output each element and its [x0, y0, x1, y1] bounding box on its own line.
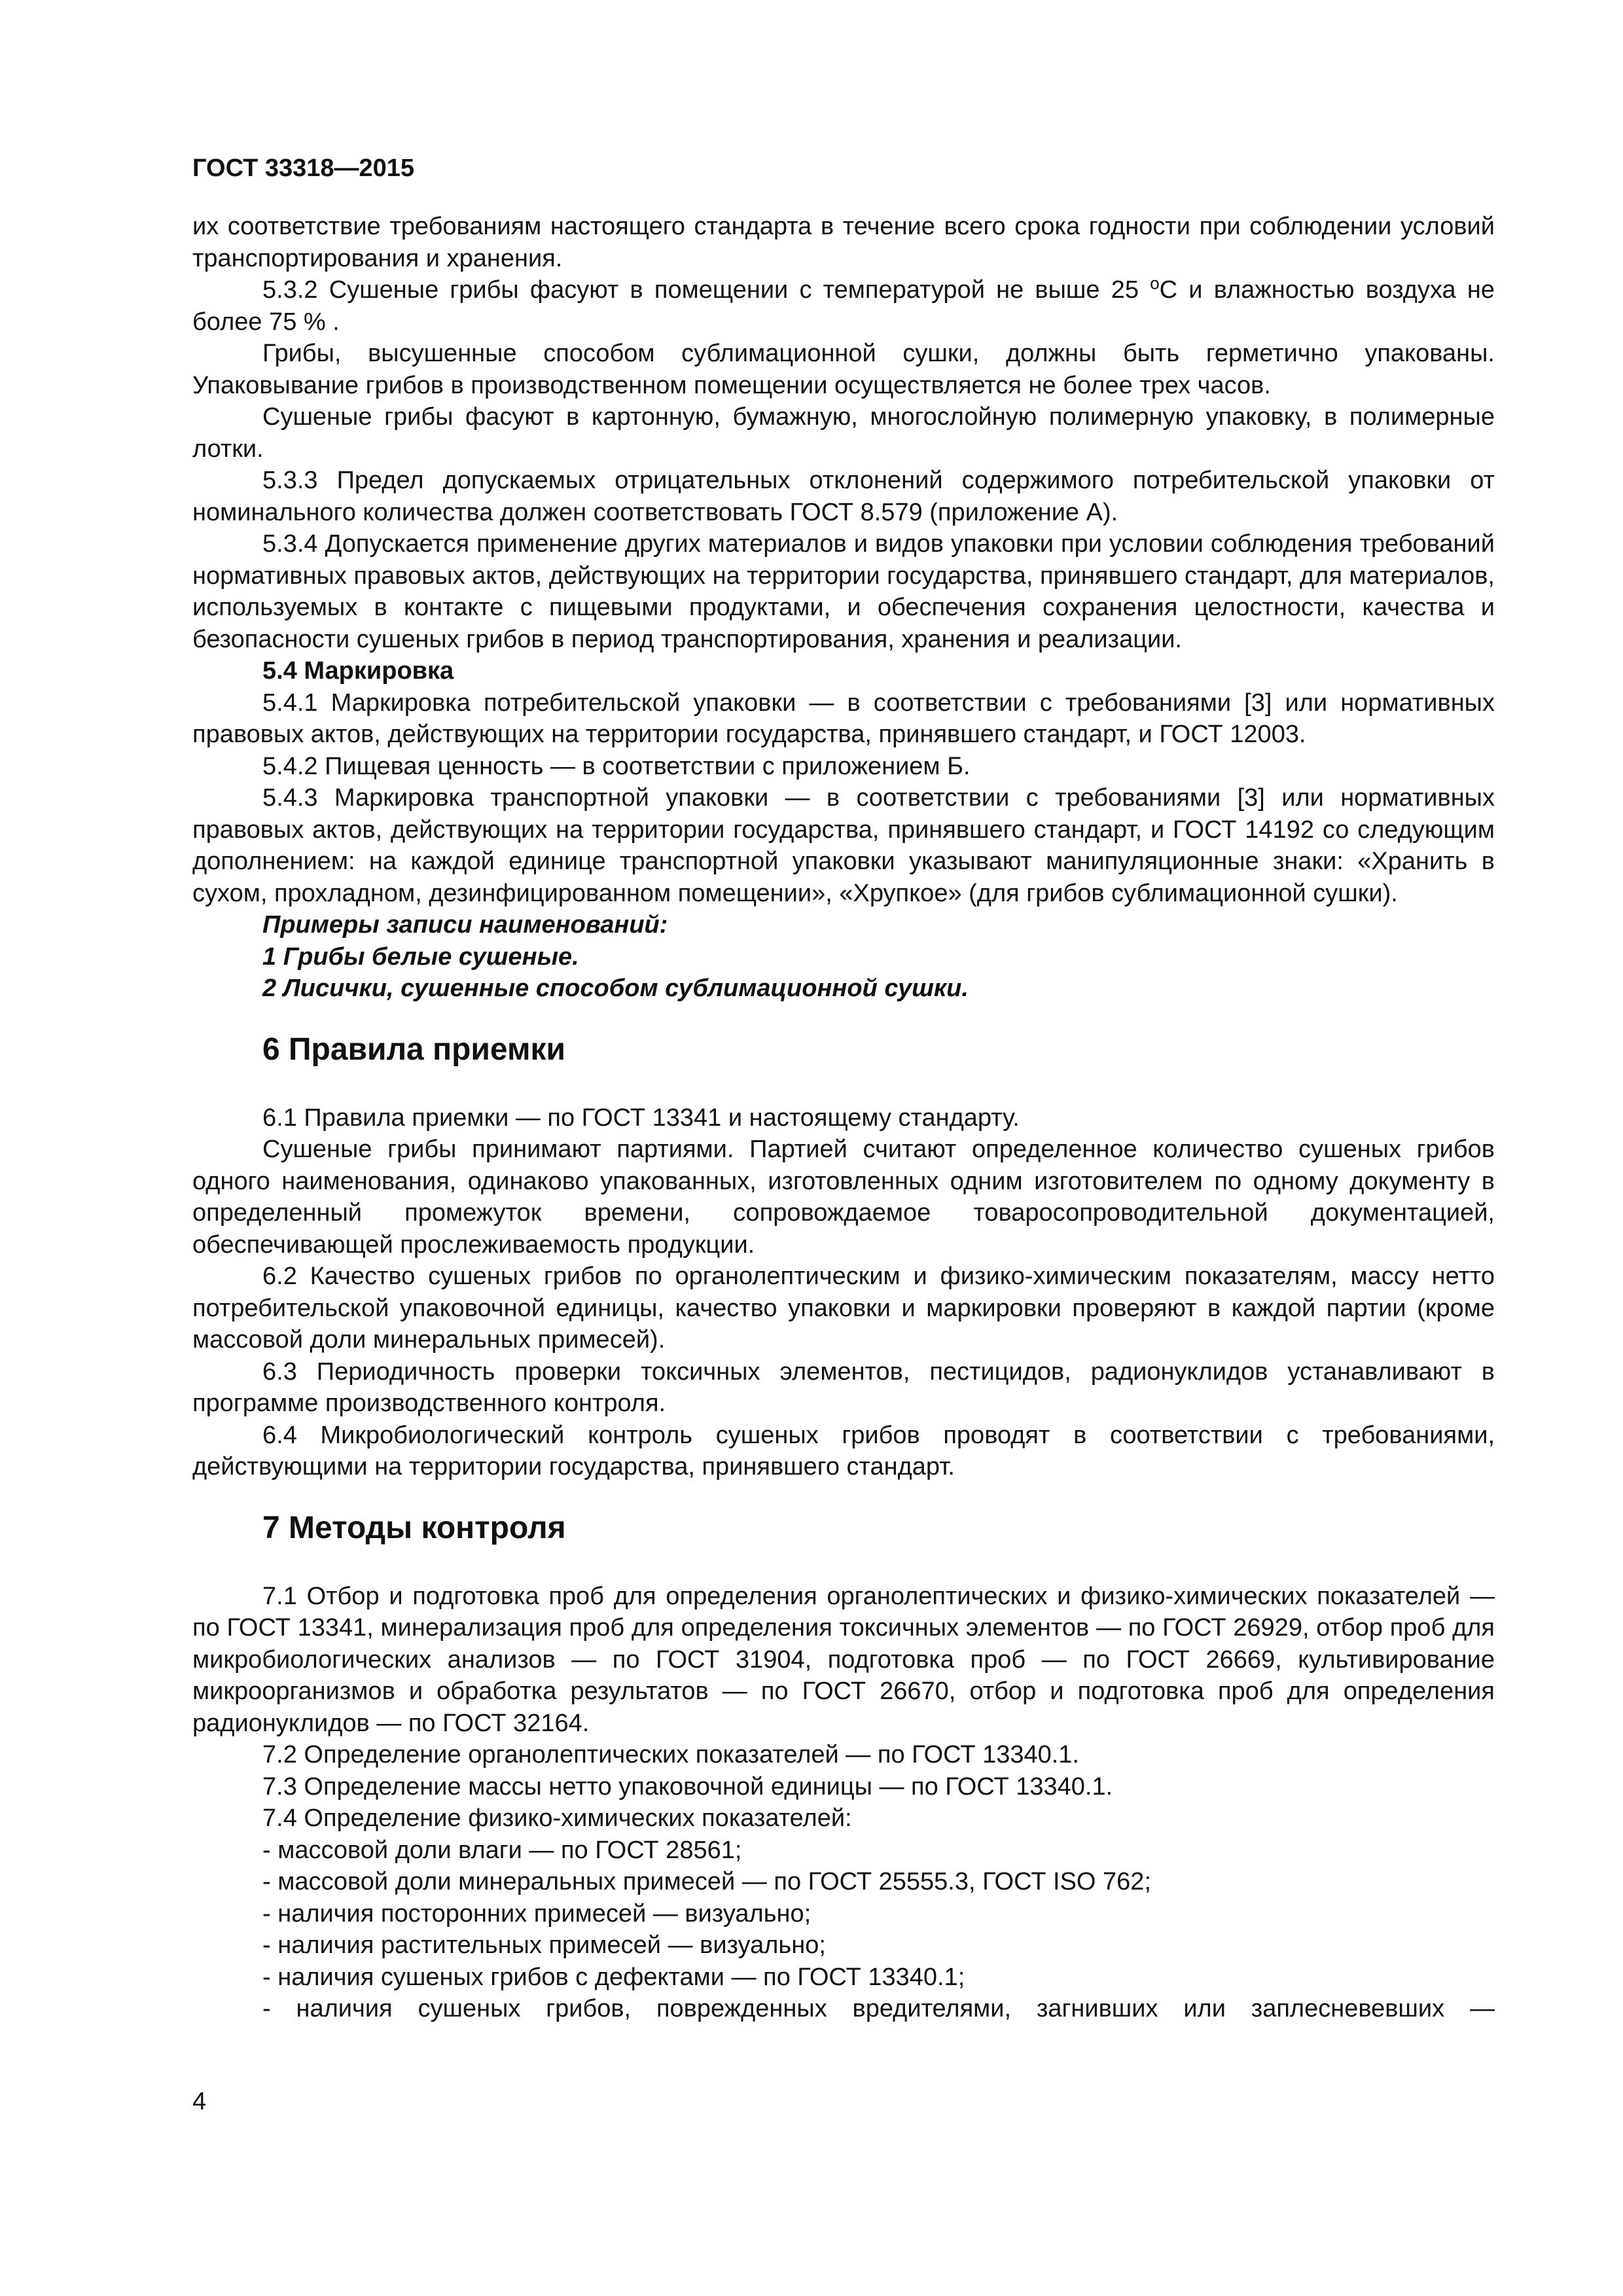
subsection-heading-5-4: 5.4 Маркировка	[262, 657, 454, 685]
examples-title: Примеры записи наименований:	[262, 911, 668, 939]
example-item: 2 Лисички, сушенные способом сублимационной сушки.	[262, 975, 969, 1002]
paragraph-7-2: 7.2 Определение органолептических показателей — по ГОСТ 13340.1.	[262, 1741, 1080, 1768]
paragraph-6-2: 6.2 Качество сушеных грибов по органолептическим и физико-химическим показателям, массу нетто потребительской упаковочной единицы, качество упаковки и маркировки проверяют в каждой партии (кроме массовой доли минеральных примесей).	[192, 1263, 1495, 1354]
paragraph-5-3-4: 5.3.4 Допускается применение других материалов и видов упаковки при условии соблюдения требований нормативных правовых актов, действующих на территории государства, принявшего стандарт, для материалов, используемых в контакте с пищевыми продуктами, и обеспечения сохранения целостности, качества и безопасности сушеных грибов в период транспортирования, хранения и реализации.	[192, 530, 1495, 653]
paragraph-6-3: 6.3 Периодичность проверки токсичных элементов, пестицидов, радионуклидов устанавливают в программе производственного контроля.	[192, 1357, 1495, 1417]
example-item: 1 Грибы белые сушеные.	[262, 942, 579, 971]
paragraph-5-3-3: 5.3.3 Предел допускаемых отрицательных отклонений содержимого потребительской упаковки от номинального количества должен соответствовать ГОСТ 8.579 (приложение А).	[192, 467, 1495, 526]
paragraph-6-4: 6.4 Микробиологический контроль сушеных грибов проводят в соответствии с требованиями, действующими на территории государства, принявшего стандарт.	[192, 1421, 1495, 1480]
paragraph-text: С и влажностью воздуха не более 75 % .	[192, 276, 1495, 336]
paragraph-7-1: 7.1 Отбор и подготовка проб для определения органолептических и физико-химических показателей — по ГОСТ 13341, минерализация проб для определения токсичных элементов — по ГОСТ 26929, отбор проб для микробиологических анализов — по ГОСТ 31904, подготовка проб — по ГОСТ 26669, культивирование микроорганизмов и обработка результатов — по ГОСТ 26670, отбор и подготовка проб для определения радионуклидов — по ГОСТ 32164.	[192, 1582, 1495, 1737]
paragraph: Сушеные грибы фасуют в картонную, бумажную, многослойную полимерную упаковку, в полимерные лотки.	[192, 403, 1495, 463]
paragraph: их соответствие требованиям настоящего стандарта в течение всего срока годности при соблюдении условий транспортирования и хранения.	[192, 213, 1495, 272]
section-heading-7: 7 Методы контроля	[262, 1510, 566, 1545]
paragraph-7-3: 7.3 Определение массы нетто упаковочной единицы — по ГОСТ 13340.1.	[262, 1772, 1113, 1801]
paragraph: Грибы, высушенные способом сублимационной сушки, должны быть герметично упакованы. Упаковывание грибов в производственном помещении осуществляется не более трех часов.	[192, 340, 1495, 399]
paragraph: Сушеные грибы принимают партиями. Партией считают определенное количество сушеных грибов одного наименования, одинаково упакованных, изготовленных одним изготовителем по одному документу в определенный промежуток времени, сопровождаемое товаросопроводительной документацией, обеспечивающей прослеживаемость продукции.	[192, 1136, 1495, 1259]
list-item: - массовой доли минеральных примесей — по ГОСТ 25555.3, ГОСТ ISO 762;	[262, 1868, 1151, 1895]
list-item: - наличия сушеных грибов с дефектами — по ГОСТ 13340.1;	[262, 1963, 965, 1991]
page-number: 4	[192, 2088, 207, 2115]
section-heading-6: 6 Правила приемки	[262, 1031, 566, 1067]
list-item: - наличия растительных примесей — визуально;	[262, 1931, 826, 1959]
paragraph-5-4-3: 5.4.3 Маркировка транспортной упаковки — в соответствии с требованиями [3] или нормативных правовых актов, действующих на территории государства, принявшего стандарт, и ГОСТ 14192 со следующим дополнением: на каждой единице транспортной упаковки указывают манипуляционные знаки: «Хранить в сухом, прохладном, дезинфицированном помещении», «Хрупкое» (для грибов сублимационной сушки).	[192, 784, 1495, 907]
paragraph-6-1: 6.1 Правила приемки — по ГОСТ 13341 и настоящему стандарту.	[262, 1103, 1020, 1132]
paragraph-7-4: 7.4 Определение физико-химических показателей:	[262, 1804, 852, 1832]
paragraph-text: 5.3.2 Сушеные грибы фасуют в помещении с температурой не выше 25	[262, 276, 1150, 304]
paragraph-5-3-2	[192, 274, 1495, 338]
paragraph-5-4-1: 5.4.1 Маркировка потребительской упаковки — в соответствии с требованиями [3] или нормативных правовых актов, действующих на территории государства, принявшего стандарт, и ГОСТ 12003.	[192, 689, 1495, 748]
list-item: - наличия сушеных грибов, поврежденных вредителями, загнивших или заплесневевших —	[262, 1995, 1495, 2022]
paragraph-5-4-2: 5.4.2 Пищевая ценность — в соответствии с приложением Б.	[262, 752, 971, 780]
list-item: - наличия посторонних примесей — визуально;	[262, 1899, 812, 1928]
degree-mark: о	[1150, 273, 1160, 293]
document-body	[192, 211, 1495, 2025]
list-item: - массовой доли влаги — по ГОСТ 28561;	[262, 1836, 742, 1864]
document-header: ГОСТ 33318—2015	[192, 154, 415, 182]
